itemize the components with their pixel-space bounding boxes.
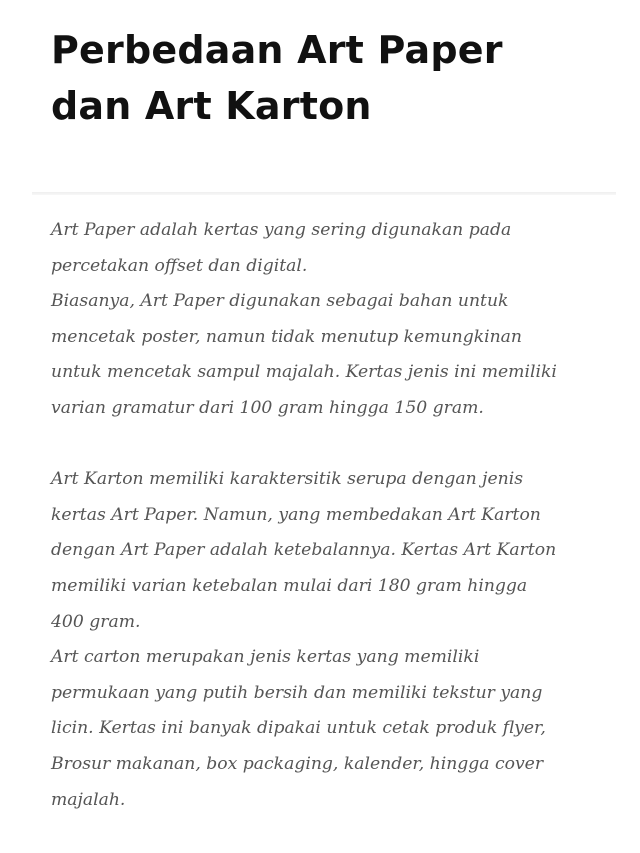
article-title-line: Perbedaan Art Paper xyxy=(51,28,503,72)
text-line: mencetak poster, namun tidak menutup kemungkinan xyxy=(51,326,522,347)
text-line: Art Karton memiliki karaktersitik serupa dengan jenis xyxy=(51,469,524,490)
text-line: dengan Art Paper adalah ketebalannya. Kertas Art Karton xyxy=(51,540,557,561)
text-line: Brosur makanan, box packaging, kalender, hingga cover xyxy=(51,753,544,774)
text-line: permukaan yang putih bersih dan memiliki tekstur yang xyxy=(51,682,543,703)
paragraph-art-paper xyxy=(51,213,611,427)
text-line: Biasanya, Art Paper digunakan sebagai bahan untuk xyxy=(51,291,509,312)
text-line: kertas Art Paper. Namun, yang membedakan Art Karton xyxy=(51,504,541,525)
article-title xyxy=(51,22,611,134)
text-line: licin. Kertas ini banyak dipakai untuk cetak produk flyer, xyxy=(51,718,546,739)
text-line: 400 gram. xyxy=(51,611,141,632)
text-line: memiliki varian ketebalan mulai dari 180 gram hingga xyxy=(51,575,528,596)
text-line: untuk mencetak sampul majalah. Kertas jenis ini memiliki xyxy=(51,362,557,383)
paragraph-art-karton xyxy=(51,462,611,818)
paragraph-gap xyxy=(51,427,611,463)
header-divider xyxy=(32,192,616,195)
text-line: majalah. xyxy=(51,789,126,810)
text-line: Art Paper adalah kertas yang sering digunakan pada xyxy=(51,220,512,240)
article-title-line: dan Art Karton xyxy=(51,84,372,128)
text-line: varian gramatur dari 100 gram hingga 150 gram. xyxy=(51,397,484,418)
article-body xyxy=(51,213,611,818)
text-line: percetakan offset dan digital. xyxy=(51,255,308,276)
text-line: Art carton merupakan jenis kertas yang memiliki xyxy=(51,647,480,668)
